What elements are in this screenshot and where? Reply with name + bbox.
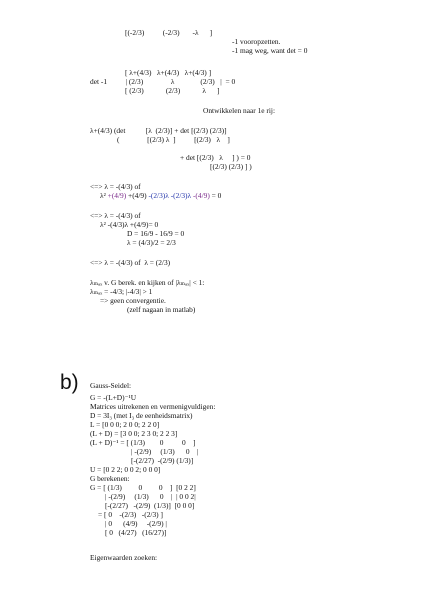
top-line: λₘₐₓ v. G berek. en kijken of |λₘₐₓ| < 1: — [90, 278, 205, 287]
section-b-line: (L + D) = [3 0 0; 2 3 0; 2 2 3] — [90, 429, 178, 438]
top-line: [(-2/3) (-2/3) -λ ] — [125, 28, 213, 37]
top-line: Ontwikkelen naar 1e rij: — [203, 106, 276, 115]
top-line: <=> λ = -(4/3) of — [90, 182, 141, 191]
top-line: λ² -(4/3)λ +(4/9)= 0 — [100, 220, 159, 229]
top-line: [ λ+(4/3) λ+(4/3) λ+(4/3) ] — [125, 68, 212, 77]
section-b-line: Matrices uitrekenen en vermenigvuldigen: — [90, 402, 216, 411]
top-line: + det [(2/3) λ ] ) = 0 — [180, 153, 251, 162]
top-line: λₘₐₓ = -4/3; |-4/3| > 1 — [90, 287, 153, 296]
section-b-label: b) — [60, 371, 79, 394]
section-b-line: G berekenen: — [90, 474, 130, 483]
top-line: λ+(4/3) (det [λ (2/3)] + det [(2/3) (2/3)] — [90, 126, 227, 135]
top-line: => geen convergentie. — [100, 296, 166, 305]
section-b-line: L = [0 0 0; 2 0 0; 2 2 0] — [90, 420, 160, 429]
top-line: λ = (4/3)/2 = 2/3 — [127, 238, 176, 247]
section-b-line: [-(2/27) -(2/9) (1/3)] — [131, 456, 194, 465]
top-line: (zelf nagaan in matlab) — [127, 305, 196, 314]
top-line: λ² +(4/9) +(4/9) -(2/3)λ -(2/3)λ -(4/9) = 0 — [100, 191, 222, 200]
top-line: D = 16/9 - 16/9 = 0 — [127, 229, 185, 238]
section-b-line: [-(2/27) -(2/9) (1/3)] [0 0 0] — [105, 501, 195, 510]
top-line: ( [(2/3) λ ] [(2/3) λ ] — [117, 135, 230, 144]
top-line: [(2/3) (2/3) ] ) — [210, 162, 252, 171]
section-b-line: Eigenwaarden zoeken: — [90, 553, 158, 562]
section-b-line: G = -(L+D)⁻¹U — [90, 393, 137, 402]
top-line: [ (2/3) (2/3) λ ] — [125, 86, 220, 95]
section-b-line: = [ 0 -(2/3) -(2/3) ] — [98, 510, 163, 519]
section-b-line: D = 3I₃ (met I₃ de eenheidsmatrix) — [90, 411, 193, 420]
top-line: -1 mag weg, want det = 0 — [232, 46, 308, 55]
top-line: -1 vooropzetten. — [232, 37, 281, 46]
section-b-line: | 0 (4/9) -(2/9) | — [105, 519, 167, 528]
top-line: <=> λ = -(4/3) of — [90, 211, 141, 220]
section-b-line: | -(2/9) (1/3) 0 | — [131, 447, 199, 456]
section-b-line: [ 0 (4/27) (16/27)] — [105, 528, 167, 537]
section-b-line: Gauss-Seidel: — [90, 381, 132, 390]
section-b-line: (L + D)⁻¹ = [ (1/3) 0 0 ] — [90, 438, 196, 447]
section-b-line: | -(2/9) (1/3) 0 | | 0 0 2| — [105, 492, 196, 501]
top-line: det -1 | (2/3) λ (2/3) | = 0 — [90, 77, 236, 86]
section-b-line: G = [ (1/3) 0 0 ] [0 2 2] — [90, 483, 196, 492]
top-line: <=> λ = -(4/3) of λ = (2/3) — [90, 258, 171, 267]
section-b-line: U = [0 2 2; 0 0 2; 0 0 0] — [90, 465, 161, 474]
